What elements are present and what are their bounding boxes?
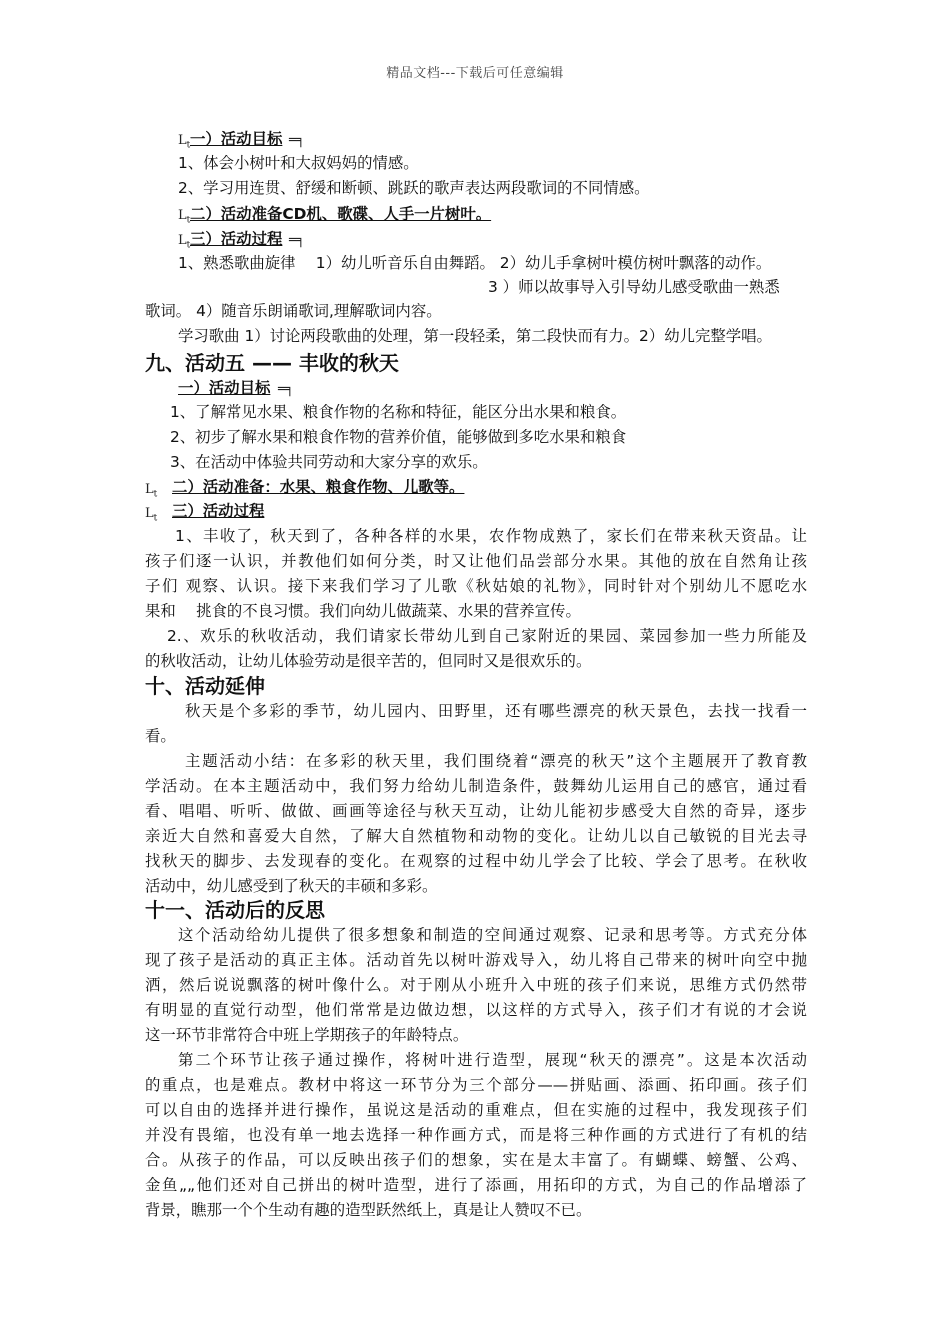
paragraph-line: 背景，瞧那一个个生动有趣的造型跃然纸上，真是让人赞叹不已。 (145, 1201, 592, 1219)
paragraph-line: 主题活动小结：在多彩的秋天里，我们围绕着“漂亮的秋天”这个主题展开了教育教 (185, 752, 807, 770)
subheading-goal: 一）活动目标 (190, 130, 283, 148)
list-marker-icon: $L_t$ (145, 506, 158, 524)
paragraph-line: 1、丰收了，秋天到了，各种各样的水果，农作物成熟了，家长们在带来秋天资品。让 (175, 527, 807, 545)
paragraph-line: 看、唱唱、听听、做做、画画等途径与秋天互动，让幼儿能初步感受大自然的奇异，逐步 (145, 802, 807, 820)
paragraph-line: 2、初步了解水果和粮食作物的营养价值，能够做到多吃水果和粮食 (170, 428, 627, 446)
list-marker-icon: ═╕ (289, 133, 305, 148)
list-marker-icon: ═╕ (278, 382, 294, 397)
paragraph-line: 子们 观察、认识。接下来我们学习了儿歌《秋姑娘的礼物》，同时针对个别幼儿不愿吃水 (145, 577, 807, 595)
list-marker-icon: $L_t$ (178, 233, 191, 251)
subheading-process: 三）活动过程 (190, 230, 283, 248)
paragraph-line: 1、熟悉歌曲旋律 1）幼儿听音乐自由舞蹈。 2）幼儿手拿树叶模仿树叶飘落的动作。 (178, 254, 772, 272)
section-heading: 十一、活动后的反思 (145, 898, 325, 922)
section-heading: 九、活动五 —— 丰收的秋天 (145, 351, 399, 375)
paragraph-line: 洒，然后说说飘落的树叶像什么。对于刚从小班升入中班的孩子们来说，思维方式仍然带 (145, 976, 807, 994)
paragraph-line: 并没有畏缩，也没有单一地去选择一种作画方式，而是将三种作画的方式进行了有机的结 (145, 1126, 807, 1144)
paragraph-line: 2.、欢乐的秋收活动，我们请家长带幼儿到自己家附近的果园、菜园参加一些力所能及 (167, 627, 807, 645)
paragraph-line: 有明显的直觉行动型，他们常常是边做边想，以这样的方式导入，孩子们才有说的才会说 (145, 1001, 807, 1019)
subheading-preparation: 二）活动准备：水果、粮食作物、儿歌等。 (172, 478, 465, 496)
paragraph-line: 金鱼„„他们还对自己拼出的树叶造型，进行了添画，用拓印的方式，为自己的作品增添了 (145, 1176, 807, 1194)
paragraph-line: 找秋天的脚步、去发现春的变化。在观察的过程中幼儿学会了比较、学会了思考。在秋收 (145, 852, 807, 870)
paragraph-line: 的重点，也是难点。教材中将这一环节分为三个部分——拼贴画、添画、拓印画。孩子们 (145, 1076, 807, 1094)
paragraph-line: 3 ）师以故事导入引导幼儿感受歌曲一熟悉 (488, 278, 780, 296)
paragraph-line: 果和 挑食的不良习惯。我们向幼儿做蔬菜、水果的营养宣传。 (145, 602, 581, 620)
paragraph-line: 亲近大自然和喜爱大自然，了解大自然植物和动物的变化。让幼儿以自己敏锐的目光去寻 (145, 827, 807, 845)
paragraph-line: 1、了解常见水果、粮食作物的名称和特征，能区分出水果和粮食。 (170, 403, 627, 421)
paragraph-line: 现了孩子是活动的真正主体。活动首先以树叶游戏导入，幼儿将自己带来的树叶向空中抛 (145, 951, 807, 969)
subheading-process: 三）活动过程 (172, 502, 265, 520)
list-marker-icon: $L_t$ (178, 208, 191, 226)
paragraph-line: 孩子们逐一认识，并教他们如何分类，时又让他们品尝部分水果。其他的放在自然角让孩 (145, 552, 807, 570)
paragraph-line: 可以自由的选择并进行操作，虽说这是活动的重难点，但在实施的过程中，我发现孩子们 (145, 1101, 807, 1119)
paragraph-line: 歌词。 4）随音乐朗诵歌词,理解歌词内容。 (145, 302, 442, 320)
paragraph-line: 这一环节非常符合中班上学期孩子的年龄特点。 (145, 1026, 469, 1044)
paragraph-line: 这个活动给幼儿提供了很多想象和制造的空间通过观察、记录和思考等。方式充分体 (178, 926, 807, 944)
page-header: 精品文档---下载后可任意编辑 (386, 66, 564, 81)
section-heading: 十、活动延伸 (145, 674, 265, 698)
paragraph-line: 3、在活动中体验共同劳动和大家分享的欢乐。 (170, 453, 488, 471)
paragraph-line: 学习歌曲 1）讨论两段歌曲的处理，第一段轻柔，第二段快而有力。2）幼儿完整学唱。 (178, 327, 772, 345)
paragraph-line: 的秋收活动，让幼儿体验劳动是很辛苦的，但同时又是很欢乐的。 (145, 652, 592, 670)
paragraph-line: 秋天是个多彩的季节，幼儿园内、田野里，还有哪些漂亮的秋天景色，去找一找看一 (185, 702, 807, 720)
subheading-goal: 一）活动目标 (178, 379, 271, 397)
paragraph-line: 第二个环节让孩子通过操作，将树叶进行造型，展现“秋天的漂亮”。这是本次活动 (178, 1051, 807, 1069)
paragraph-line: 2、学习用连贯、舒缓和断顿、跳跃的歌声表达两段歌词的不同情感。 (178, 179, 650, 197)
list-marker-icon: ═╕ (289, 233, 305, 248)
paragraph-line: 合。从孩子的作品，可以反映出孩子们的想象，实在是太丰富了。有蝴蝶、螃蟹、公鸡、 (145, 1151, 807, 1169)
paragraph-line: 看。 (145, 727, 176, 745)
paragraph-line: 1、体会小树叶和大叔妈妈的情感。 (178, 154, 419, 172)
list-marker-icon: $L_t$ (178, 133, 191, 151)
list-marker-icon: $L_t$ (145, 482, 158, 500)
subheading-preparation: 二）活动准备CD机、歌碟、人手一片树叶。 (190, 205, 492, 223)
paragraph-line: 学活动。在本主题活动中，我们努力给幼儿制造条件，鼓舞幼儿运用自己的感官，通过看 (145, 777, 807, 795)
paragraph-line: 活动中，幼儿感受到了秋天的丰硕和多彩。 (145, 877, 438, 895)
